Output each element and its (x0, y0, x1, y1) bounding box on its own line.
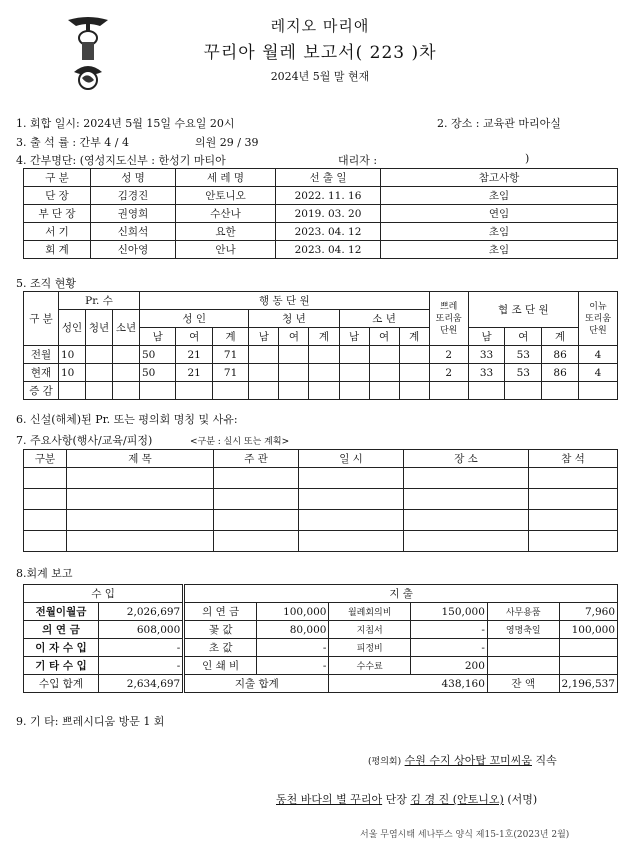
org-cell (309, 382, 339, 400)
officer-row (24, 205, 618, 223)
meeting-datetime: 1. 회합 일시: 2024년 5월 15일 수요일 20시 (16, 117, 235, 130)
officer-elected: 2022. 11. 16 (276, 187, 381, 205)
org-cell (399, 382, 429, 400)
accounts-cell: - (99, 657, 184, 675)
officers-header: 성 명 (91, 169, 176, 187)
org-cell (505, 382, 542, 400)
org-cell (579, 382, 618, 400)
balance: 2,196,537 (559, 675, 617, 693)
officer-role: 서 기 (24, 223, 91, 241)
org-cell: 4 (579, 346, 618, 364)
org-h-pr-child: 소년 (113, 310, 140, 346)
accounts-cell: 전월이월금 (24, 603, 99, 621)
accounts-cell: 7,960 (559, 603, 617, 621)
org-cell (249, 364, 279, 382)
org-cell (369, 364, 399, 382)
events-header: 참 석 (529, 450, 618, 468)
org-cell: 21 (176, 346, 212, 364)
org-cell (113, 382, 140, 400)
accounts-cell: 기 타 수 입 (24, 657, 99, 675)
accounts-cell (487, 657, 559, 675)
org-status-label: 5. 조직 현황 (16, 277, 76, 290)
signature-label: (서명) (507, 793, 538, 806)
officer-note: 초임 (381, 223, 618, 241)
deputy-close: ) (525, 152, 530, 165)
officers-header: 구 분 (24, 169, 91, 187)
curia-name: 동천 바다의 별 꾸리아 (276, 793, 383, 806)
org-h-gubun: 구 분 (24, 292, 59, 346)
events-table (23, 449, 618, 552)
org-cell: 10 (59, 346, 86, 364)
org-cell (309, 364, 339, 382)
accounts-cell: 지침서 (329, 621, 410, 639)
org-row (24, 346, 618, 364)
officer-name: 김경진 (91, 187, 176, 205)
org-cell (86, 382, 113, 400)
org-h-f: 여 (369, 328, 399, 346)
accounts-cell: 의 연 금 (184, 603, 257, 621)
attendance-members: 의원 29 / 39 (195, 136, 259, 149)
org-cell: 71 (212, 346, 248, 364)
accounts-cell: 꽃 값 (184, 621, 257, 639)
officers-header: 참고사항 (381, 169, 618, 187)
org-h-m: 남 (140, 328, 176, 346)
org-h-f: 여 (505, 328, 542, 346)
officer-note: 연임 (381, 205, 618, 223)
org-h-youth: 청 년 (249, 310, 339, 328)
org-h-move: 이뉴 또리움 단원 (579, 292, 618, 346)
org-row (24, 364, 618, 382)
officers-header: 선 출 일 (276, 169, 381, 187)
org-cell (113, 346, 140, 364)
accounts-cell: 100,000 (559, 621, 617, 639)
events-note: <구분 : 실시 또는 계획> (190, 437, 290, 447)
events-row (24, 510, 618, 531)
org-h-help: 협 조 단 원 (468, 292, 578, 328)
accounts-cell: - (99, 639, 184, 657)
org-h-pr-youth: 청년 (86, 310, 113, 346)
accounts-cell: 150,000 (410, 603, 487, 621)
officers-header: 세 레 명 (176, 169, 276, 187)
org-cell: 전월 (24, 346, 59, 364)
org-h-pr-adult: 성인 (59, 310, 86, 346)
form-number: 서울 무염시태 세나뚜스 양식 제15-1호(2023년 2월) (360, 830, 570, 840)
events-header: 제 목 (67, 450, 214, 468)
org-cell: 33 (468, 364, 505, 382)
org-cell (279, 382, 309, 400)
accounts-row (24, 657, 618, 675)
officer-elected: 2023. 04. 12 (276, 241, 381, 259)
events-header: 일 시 (299, 450, 404, 468)
report-title: 꾸리아 월레 보고서( 223 )차 (203, 43, 437, 63)
org-cell (399, 364, 429, 382)
org-cell (279, 346, 309, 364)
accounts-cell: 초 값 (184, 639, 257, 657)
officer-elected: 2019. 03. 20 (276, 205, 381, 223)
accounts-cell: 월례회의비 (329, 603, 410, 621)
accounts-cell: 피정비 (329, 639, 410, 657)
org-h-t: 계 (399, 328, 429, 346)
officer-baptismal: 안토니오 (176, 187, 276, 205)
officer-role: 부 단 장 (24, 205, 91, 223)
org-cell: 71 (212, 364, 248, 382)
total-expense-label: 지출 합계 (184, 675, 329, 693)
org-cell: 10 (59, 364, 86, 382)
accounts-cell: 영명축일 (487, 621, 559, 639)
accounts-row (24, 621, 618, 639)
officer-baptismal: 요한 (176, 223, 276, 241)
org-h-adult: 성 인 (140, 310, 249, 328)
accounts-cell: 수수료 (329, 657, 410, 675)
org-cell (339, 346, 369, 364)
events-row (24, 489, 618, 510)
org-cell (212, 382, 248, 400)
accounts-cell (559, 657, 617, 675)
org-cell (369, 382, 399, 400)
org-cell: 86 (542, 346, 579, 364)
org-cell (59, 382, 86, 400)
org-cell: 현재 (24, 364, 59, 382)
officer-role: 단 장 (24, 187, 91, 205)
officer-name: 신아영 (91, 241, 176, 259)
accounts-cell: 의 연 금 (24, 621, 99, 639)
accounts-cell: 608,000 (99, 621, 184, 639)
officer-name: 신희석 (91, 223, 176, 241)
officer-list-label: 4. 간부명단: (영성지도신부 : 한성기 마티아 (16, 154, 226, 167)
org-cell (399, 346, 429, 364)
accounts-label: 8.회계 보고 (16, 567, 73, 580)
org-h-action: 행 동 단 원 (140, 292, 430, 310)
accounts-cell: - (257, 657, 329, 675)
balance-label: 잔 액 (487, 675, 559, 693)
org-h-m: 남 (468, 328, 505, 346)
officer-baptismal: 안나 (176, 241, 276, 259)
org-cell: 50 (140, 364, 176, 382)
officer-row (24, 241, 618, 259)
org-h-t: 계 (309, 328, 339, 346)
council-name: 수원 수지 상아탑 꼬미씨움 (404, 754, 532, 767)
org-cell (339, 382, 369, 400)
events-header: 구분 (24, 450, 67, 468)
org-h-m: 남 (249, 328, 279, 346)
accounts-cell: 이 자 수 입 (24, 639, 99, 657)
org-h-m: 남 (339, 328, 369, 346)
officer-row (24, 223, 618, 241)
org-cell: 53 (505, 364, 542, 382)
officers-table (23, 168, 618, 259)
events-header: 주 관 (214, 450, 299, 468)
leader-name: 김 경 진 (안토니오) (410, 793, 504, 806)
misc-label: 9. 기 타: 쁘레시디움 방문 1 회 (16, 715, 165, 728)
org-cell (339, 364, 369, 382)
new-pr-label: 6. 신설(해체)된 Pr. 또는 평의회 명칭 및 사유: (16, 413, 238, 426)
org-cell (309, 346, 339, 364)
as-of-date: 2024년 5월 말 현재 (270, 70, 370, 83)
org-cell (249, 382, 279, 400)
attendance-officers: 3. 출 석 률 : 간부 4 / 4 (16, 136, 130, 149)
org-cell (468, 382, 505, 400)
accounts-cell: 사무용품 (487, 603, 559, 621)
accounts-cell: 80,000 (257, 621, 329, 639)
accounts-cell: - (257, 639, 329, 657)
officer-row (24, 187, 618, 205)
leader-label: 단장 (385, 793, 407, 806)
org-row (24, 382, 618, 400)
events-row (24, 531, 618, 552)
accounts-cell: 200 (410, 657, 487, 675)
council-prefix: (평의회) (368, 757, 402, 767)
org-cell (176, 382, 212, 400)
officer-elected: 2023. 04. 12 (276, 223, 381, 241)
org-cell: 증 감 (24, 382, 59, 400)
org-cell: 53 (505, 346, 542, 364)
meeting-place: 2. 장소 : 교육관 마리아실 (437, 117, 561, 130)
officer-role: 회 계 (24, 241, 91, 259)
expense-header: 지 출 (184, 585, 618, 603)
org-cell: 2 (429, 346, 468, 364)
organization-table (23, 291, 618, 400)
income-header: 수 입 (24, 585, 184, 603)
org-cell (279, 364, 309, 382)
org-h-f: 여 (279, 328, 309, 346)
org-cell: 33 (468, 346, 505, 364)
org-cell (86, 346, 113, 364)
officer-note: 초임 (381, 241, 618, 259)
org-h-child: 소 년 (339, 310, 429, 328)
officer-name: 권영희 (91, 205, 176, 223)
org-cell (113, 364, 140, 382)
org-cell (249, 346, 279, 364)
org-cell: 50 (140, 346, 176, 364)
events-row (24, 468, 618, 489)
accounts-row (24, 639, 618, 657)
officer-note: 초임 (381, 187, 618, 205)
accounts-row (24, 603, 618, 621)
accounts-total-row (24, 675, 618, 693)
accounts-cell: - (410, 639, 487, 657)
org-cell (86, 364, 113, 382)
org-cell (140, 382, 176, 400)
org-cell (429, 382, 468, 400)
org-cell (542, 382, 579, 400)
org-cell: 2 (429, 364, 468, 382)
accounts-table (23, 584, 618, 693)
accounts-cell: 2,026,697 (99, 603, 184, 621)
deputy-label: 대리자 : (338, 154, 378, 167)
org-cell: 4 (579, 364, 618, 382)
total-income-label: 수입 합계 (24, 675, 99, 693)
org-h-curia: 쁘레 또리움 단원 (429, 292, 468, 346)
total-expense: 438,160 (329, 675, 487, 693)
accounts-cell: 인 쇄 비 (184, 657, 257, 675)
accounts-cell (487, 639, 559, 657)
events-label: 7. 주요사항(행사/교육/피정) (16, 434, 153, 447)
officer-baptismal: 수산나 (176, 205, 276, 223)
accounts-cell (559, 639, 617, 657)
org-cell: 86 (542, 364, 579, 382)
accounts-cell: - (410, 621, 487, 639)
org-h-f: 여 (176, 328, 212, 346)
org-cell (369, 346, 399, 364)
council-suffix: 직속 (535, 754, 557, 767)
org-h-t: 계 (542, 328, 579, 346)
org-h-t: 계 (212, 328, 248, 346)
org-h-pr: Pr. 수 (59, 292, 140, 310)
accounts-cell: 100,000 (257, 603, 329, 621)
events-header: 장 소 (404, 450, 529, 468)
org-cell: 21 (176, 364, 212, 382)
org-name: 레지오 마리애 (270, 17, 370, 35)
total-income: 2,634,697 (99, 675, 184, 693)
